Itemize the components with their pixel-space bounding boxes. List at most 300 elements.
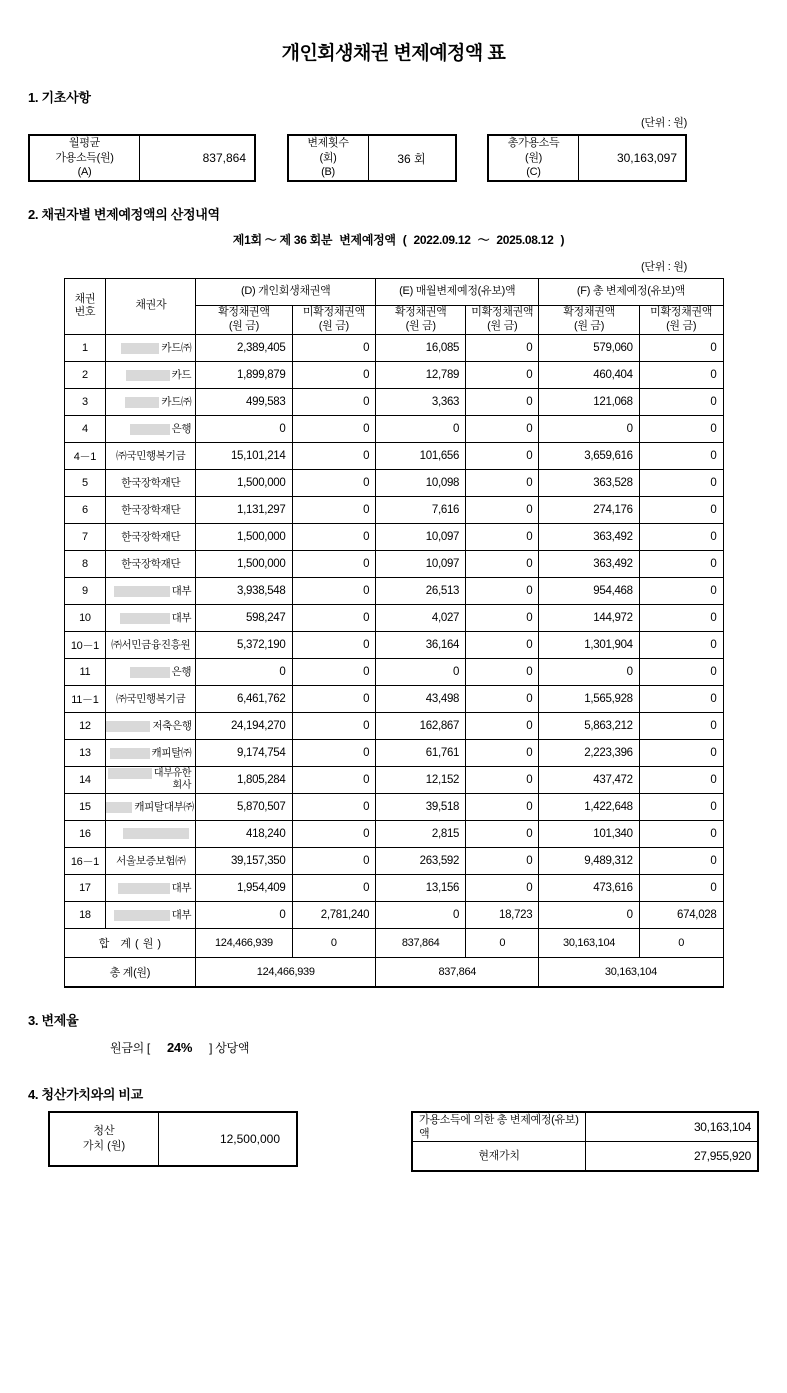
cell-e-unfixed: 0 [466, 496, 539, 523]
cell-e-fixed: 26,513 [376, 577, 466, 604]
redaction-bar [114, 586, 170, 597]
cell-creditor-no: 14 [64, 766, 106, 793]
subtotal-row [64, 928, 723, 957]
cell-f-unfixed: 0 [639, 388, 723, 415]
cell-f-unfixed: 0 [639, 334, 723, 361]
compare-row-value: 27,955,920 [586, 1142, 759, 1172]
cell-d-fixed: 418,240 [196, 820, 292, 847]
cell-e-fixed: 0 [376, 415, 466, 442]
document-page [0, 38, 787, 1393]
cell-d-unfixed: 0 [292, 820, 376, 847]
cell-creditor-name [106, 793, 196, 820]
cell-e-unfixed: 0 [466, 631, 539, 658]
creditor-name-text: 한국장학재단 [121, 477, 181, 489]
redaction-bar [125, 397, 159, 408]
cell-creditor-no: 11－1 [64, 685, 106, 712]
table-row [64, 442, 723, 469]
cell-e-fixed: 36,164 [376, 631, 466, 658]
basic-info-row [28, 134, 687, 182]
liquidation-compare-row [48, 1111, 759, 1173]
cell-d-unfixed: 2,781,240 [292, 901, 376, 928]
cell-d-fixed: 1,805,284 [196, 766, 292, 793]
cell-e-fixed: 10,097 [376, 523, 466, 550]
creditor-name-text: 대부 [171, 585, 192, 597]
cell-creditor-no: 8 [64, 550, 106, 577]
table-row [64, 496, 723, 523]
cell-f-unfixed: 0 [639, 577, 723, 604]
cell-d-fixed: 6,461,762 [196, 685, 292, 712]
cell-e-fixed: 162,867 [376, 712, 466, 739]
creditor-name-text: ㈜서민금융진흥원 [111, 639, 191, 651]
cell-e-fixed: 12,152 [376, 766, 466, 793]
cell-creditor-name [106, 631, 196, 658]
cell-f-fixed: 1,422,648 [539, 793, 639, 820]
label-line-1: 총가용소득 [507, 136, 560, 149]
page-title: 개인회생채권 변제예정액 표 [281, 43, 506, 64]
table-footer [64, 928, 723, 987]
col-header-d-fixed [196, 306, 292, 335]
monthly-average-income-box [28, 134, 256, 182]
cell-creditor-name [106, 415, 196, 442]
creditor-name-text: 캐피탈대부㈜ [134, 801, 194, 813]
cell-creditor-no: 4 [64, 415, 106, 442]
cell-d-fixed: 1,899,879 [196, 361, 292, 388]
creditor-name-text: 은행 [171, 423, 192, 435]
total-income-label [489, 136, 579, 180]
total-income-box [487, 134, 687, 182]
cell-d-unfixed: 0 [292, 712, 376, 739]
total-income-value: 30,163,097 [616, 151, 677, 165]
liq-label-line1: 청산 [93, 1124, 115, 1137]
col-header-group-e: (E) 매월변제예정(유보)액 [376, 279, 539, 306]
cell-d-unfixed: 0 [292, 523, 376, 550]
label-line-1: 월평균 [69, 136, 100, 149]
section-1-unit-note: (단위 : 원) [641, 117, 687, 129]
table-row [64, 388, 723, 415]
redaction-bar [123, 828, 189, 839]
cell-creditor-name [106, 820, 196, 847]
cell-creditor-no: 4－1 [64, 442, 106, 469]
cell-e-fixed: 10,097 [376, 550, 466, 577]
cell-e-fixed: 4,027 [376, 604, 466, 631]
cell-creditor-no: 3 [64, 388, 106, 415]
section-3-heading: 3. 변제율 [28, 1012, 79, 1028]
cell-creditor-name [106, 577, 196, 604]
table-row [64, 469, 723, 496]
subtotal-f-fixed: 30,163,104 [539, 928, 639, 957]
cell-f-fixed: 954,468 [539, 577, 639, 604]
sub-unfixed-line2: (원 금) [666, 319, 697, 332]
creditor-name-text: 한국장학재단 [121, 558, 181, 570]
cell-f-fixed: 1,565,928 [539, 685, 639, 712]
cell-d-unfixed: 0 [292, 496, 376, 523]
cell-d-unfixed: 0 [292, 334, 376, 361]
sub-fixed-line1: 확정채권액 [563, 306, 615, 318]
cell-e-unfixed: 0 [466, 415, 539, 442]
compare-row [412, 1142, 758, 1172]
compare-row [412, 1112, 758, 1142]
creditor-name-text: 대부 [171, 882, 192, 894]
col-header-e-unfixed [466, 306, 539, 335]
cell-f-fixed: 101,340 [539, 820, 639, 847]
cell-d-fixed: 1,500,000 [196, 469, 292, 496]
table-row [64, 604, 723, 631]
cell-f-unfixed: 0 [639, 793, 723, 820]
cell-e-fixed: 61,761 [376, 739, 466, 766]
cell-creditor-no: 1 [64, 334, 106, 361]
repayment-count-value: 36 회 [397, 151, 426, 166]
creditor-repayment-table [64, 278, 724, 988]
cell-creditor-no: 15 [64, 793, 106, 820]
table-row [64, 550, 723, 577]
cell-e-unfixed: 0 [466, 577, 539, 604]
table-row [64, 631, 723, 658]
repayment-rate-line [110, 1039, 787, 1056]
redaction-bar [106, 802, 132, 813]
cell-d-fixed: 0 [196, 658, 292, 685]
grandtotal-row [64, 957, 723, 987]
section-2-unit-note: (단위 : 원) [641, 261, 687, 273]
rate-suffix: ] 상당액 [209, 1040, 250, 1055]
label-line-2: (원) [524, 151, 543, 164]
subtotal-e-fixed: 837,864 [376, 928, 466, 957]
col-header-creditor-no [64, 279, 106, 335]
cell-creditor-name [106, 658, 196, 685]
table-row [64, 820, 723, 847]
cell-f-unfixed: 0 [639, 361, 723, 388]
table-row [64, 874, 723, 901]
period-open-paren: ( [402, 233, 407, 247]
cell-e-fixed: 39,518 [376, 793, 466, 820]
monthly-average-income-value: 837,864 [202, 151, 246, 165]
compare-row-label: 가용소득에 의한 총 변제예정(유보)액 [412, 1112, 586, 1142]
cell-e-unfixed: 0 [466, 766, 539, 793]
creditor-name-text: 대부유한회사 [153, 768, 192, 791]
repayment-count-box [287, 134, 457, 182]
cell-f-unfixed: 0 [639, 712, 723, 739]
cell-f-fixed: 460,404 [539, 361, 639, 388]
cell-creditor-name [106, 847, 196, 874]
cell-e-unfixed: 0 [466, 874, 539, 901]
cell-creditor-no: 18 [64, 901, 106, 928]
cell-e-fixed: 101,656 [376, 442, 466, 469]
cell-creditor-name [106, 523, 196, 550]
cell-f-fixed: 363,528 [539, 469, 639, 496]
cell-creditor-name [106, 685, 196, 712]
cell-d-fixed: 598,247 [196, 604, 292, 631]
liquidation-value-label [50, 1113, 159, 1165]
cell-e-unfixed: 0 [466, 847, 539, 874]
cell-e-unfixed: 0 [466, 793, 539, 820]
redaction-bar [118, 883, 170, 894]
cell-e-fixed: 12,789 [376, 361, 466, 388]
cell-creditor-name [106, 739, 196, 766]
cell-d-unfixed: 0 [292, 550, 376, 577]
cell-f-fixed: 363,492 [539, 550, 639, 577]
subtotal-d-unfixed: 0 [292, 928, 376, 957]
cell-f-unfixed: 0 [639, 469, 723, 496]
cell-f-unfixed: 0 [639, 658, 723, 685]
cell-f-unfixed: 0 [639, 550, 723, 577]
cell-creditor-name [106, 550, 196, 577]
cell-d-fixed: 5,372,190 [196, 631, 292, 658]
sub-unfixed-line1: 미확정채권액 [471, 306, 534, 318]
cell-d-fixed: 9,174,754 [196, 739, 292, 766]
col-header-creditor-no-line2: 번호 [74, 306, 96, 319]
cell-creditor-no: 17 [64, 874, 106, 901]
cell-f-unfixed: 0 [639, 523, 723, 550]
cell-d-fixed: 39,157,350 [196, 847, 292, 874]
cell-creditor-name [106, 361, 196, 388]
table-row [64, 766, 723, 793]
table-row [64, 847, 723, 874]
cell-creditor-no: 16－1 [64, 847, 106, 874]
creditor-name-text: 캐피탈㈜ [151, 747, 192, 759]
cell-e-unfixed: 0 [466, 388, 539, 415]
monthly-average-income-label [30, 136, 140, 180]
table-row [64, 712, 723, 739]
table-header-row-1 [64, 279, 723, 306]
table-row [64, 415, 723, 442]
cell-e-fixed: 0 [376, 658, 466, 685]
subtotal-label: 합 계(원) [64, 928, 196, 957]
cell-f-unfixed: 0 [639, 739, 723, 766]
creditor-name-text: 한국장학재단 [121, 531, 181, 543]
cell-creditor-name [106, 496, 196, 523]
rate-percent-value: 24% [167, 1039, 193, 1055]
grandtotal-f: 30,163,104 [539, 957, 723, 987]
redaction-bar [130, 424, 170, 435]
cell-e-unfixed: 0 [466, 712, 539, 739]
grandtotal-label: 총 계(원) [64, 957, 196, 987]
cell-f-fixed: 144,972 [539, 604, 639, 631]
sub-unfixed-line2: (원 금) [318, 319, 349, 332]
cell-d-unfixed: 0 [292, 361, 376, 388]
cell-d-fixed: 5,870,507 [196, 793, 292, 820]
sub-fixed-line2: (원 금) [573, 319, 605, 332]
cell-f-fixed: 3,659,616 [539, 442, 639, 469]
subtotal-d-fixed: 124,466,939 [196, 928, 292, 957]
cell-f-fixed: 579,060 [539, 334, 639, 361]
cell-creditor-name [106, 766, 196, 793]
label-line-3: (C) [526, 166, 541, 179]
cell-creditor-name [106, 712, 196, 739]
cell-creditor-no: 10 [64, 604, 106, 631]
cell-d-unfixed: 0 [292, 847, 376, 874]
cell-f-fixed: 2,223,396 [539, 739, 639, 766]
cell-d-fixed: 1,500,000 [196, 550, 292, 577]
cell-e-fixed: 263,592 [376, 847, 466, 874]
cell-f-unfixed: 0 [639, 685, 723, 712]
cell-d-fixed: 24,194,270 [196, 712, 292, 739]
cell-f-fixed: 0 [539, 658, 639, 685]
period-prefix: 제1회 ～ 제 36 회분 [232, 233, 333, 247]
cell-creditor-no: 16 [64, 820, 106, 847]
cell-e-unfixed: 0 [466, 523, 539, 550]
cell-f-unfixed: 0 [639, 820, 723, 847]
sub-unfixed-line2: (원 금) [487, 319, 518, 332]
cell-creditor-no: 9 [64, 577, 106, 604]
cell-e-unfixed: 0 [466, 334, 539, 361]
cell-f-unfixed: 0 [639, 766, 723, 793]
table-row [64, 523, 723, 550]
col-header-d-unfixed [292, 306, 376, 335]
col-header-group-d: (D) 개인회생채권액 [196, 279, 376, 306]
redaction-bar [110, 748, 150, 759]
creditor-name-text: 대부 [171, 909, 192, 921]
cell-creditor-no: 11 [64, 658, 106, 685]
cell-e-unfixed: 0 [466, 550, 539, 577]
cell-creditor-name [106, 442, 196, 469]
label-line-2: 가용소득(원) [55, 151, 114, 164]
cell-f-unfixed: 0 [639, 442, 723, 469]
cell-e-unfixed: 0 [466, 685, 539, 712]
cell-e-unfixed: 0 [466, 604, 539, 631]
creditor-name-text: 한국장학재단 [121, 504, 181, 516]
cell-e-fixed: 0 [376, 901, 466, 928]
cell-f-fixed: 0 [539, 415, 639, 442]
cell-d-unfixed: 0 [292, 415, 376, 442]
cell-f-fixed: 1,301,904 [539, 631, 639, 658]
cell-f-fixed: 473,616 [539, 874, 639, 901]
period-end-date: 2025.08.12 [496, 233, 554, 247]
table-body [64, 334, 723, 928]
rate-prefix: 원금의 [ [110, 1040, 150, 1055]
cell-e-fixed: 16,085 [376, 334, 466, 361]
redaction-bar [126, 370, 170, 381]
cell-e-unfixed: 0 [466, 739, 539, 766]
cell-d-unfixed: 0 [292, 739, 376, 766]
cell-creditor-name [106, 604, 196, 631]
cell-creditor-no: 5 [64, 469, 106, 496]
cell-d-fixed: 1,131,297 [196, 496, 292, 523]
redaction-bar [120, 613, 170, 624]
col-header-e-fixed [376, 306, 466, 335]
cell-f-fixed: 274,176 [539, 496, 639, 523]
col-header-creditor-no-line1: 채권 [74, 292, 96, 305]
cell-d-unfixed: 0 [292, 577, 376, 604]
cell-creditor-name [106, 874, 196, 901]
col-header-f-unfixed [639, 306, 723, 335]
col-header-group-f: (F) 총 변제예정(유보)액 [539, 279, 723, 306]
cell-f-unfixed: 0 [639, 847, 723, 874]
cell-d-fixed: 1,500,000 [196, 523, 292, 550]
liquidation-value-amount: 12,500,000 [219, 1131, 280, 1146]
cell-e-fixed: 13,156 [376, 874, 466, 901]
cell-e-fixed: 7,616 [376, 496, 466, 523]
cell-f-fixed: 437,472 [539, 766, 639, 793]
table-row [64, 658, 723, 685]
sub-fixed-line1: 확정채권액 [218, 306, 270, 318]
period-start-date: 2022.09.12 [413, 233, 471, 247]
cell-f-unfixed: 0 [639, 631, 723, 658]
table-row [64, 793, 723, 820]
table-header [64, 279, 723, 335]
cell-d-unfixed: 0 [292, 388, 376, 415]
cell-f-unfixed: 0 [639, 415, 723, 442]
subtotal-f-unfixed: 0 [639, 928, 723, 957]
table-row [64, 577, 723, 604]
creditor-name-text: 대부 [171, 612, 192, 624]
cell-e-unfixed: 0 [466, 658, 539, 685]
period-tilde: ～ [477, 233, 490, 247]
cell-e-fixed: 3,363 [376, 388, 466, 415]
creditor-name-text: 카드㈜ [161, 396, 192, 408]
liquidation-value-box [48, 1111, 298, 1167]
cell-creditor-no: 7 [64, 523, 106, 550]
cell-f-fixed: 363,492 [539, 523, 639, 550]
cell-creditor-no: 10－1 [64, 631, 106, 658]
cell-creditor-name [106, 334, 196, 361]
cell-d-unfixed: 0 [292, 469, 376, 496]
grandtotal-e: 837,864 [376, 957, 539, 987]
grandtotal-d: 124,466,939 [196, 957, 376, 987]
cell-d-unfixed: 0 [292, 631, 376, 658]
creditor-name-text: 은행 [171, 666, 192, 678]
cell-e-fixed: 2,815 [376, 820, 466, 847]
sub-unfixed-line1: 미확정채권액 [302, 306, 365, 318]
col-header-creditor: 채권자 [106, 279, 196, 335]
cell-d-unfixed: 0 [292, 658, 376, 685]
creditor-name-text: ㈜국민행복기금 [116, 450, 186, 462]
label-line-3: (B) [321, 166, 335, 179]
table-row [64, 685, 723, 712]
cell-d-unfixed: 0 [292, 604, 376, 631]
creditor-name-text: ㈜국민행복기금 [116, 693, 186, 705]
label-line-1: 변제횟수 [307, 136, 349, 149]
cell-d-fixed: 3,938,548 [196, 577, 292, 604]
sub-fixed-line1: 확정채권액 [394, 306, 447, 318]
cell-creditor-no: 2 [64, 361, 106, 388]
cell-d-unfixed: 0 [292, 766, 376, 793]
section-4-heading: 4. 청산가치와의 비교 [28, 1086, 143, 1102]
cell-f-fixed: 9,489,312 [539, 847, 639, 874]
cell-e-unfixed: 18,723 [466, 901, 539, 928]
cell-creditor-no: 12 [64, 712, 106, 739]
cell-creditor-name [106, 469, 196, 496]
cell-d-unfixed: 0 [292, 442, 376, 469]
period-close-paren: ) [560, 233, 565, 247]
cell-e-unfixed: 0 [466, 469, 539, 496]
cell-e-fixed: 43,498 [376, 685, 466, 712]
label-line-3: (A) [77, 166, 92, 179]
redaction-bar [106, 721, 150, 732]
compare-table [411, 1111, 759, 1173]
cell-d-unfixed: 0 [292, 874, 376, 901]
cell-d-fixed: 0 [196, 415, 292, 442]
cell-f-unfixed: 0 [639, 874, 723, 901]
cell-e-unfixed: 0 [466, 361, 539, 388]
table-row [64, 739, 723, 766]
sub-unfixed-line1: 미확정채권액 [650, 306, 713, 318]
cell-e-unfixed: 0 [466, 820, 539, 847]
cell-creditor-name [106, 901, 196, 928]
cell-d-fixed: 1,954,409 [196, 874, 292, 901]
cell-d-fixed: 499,583 [196, 388, 292, 415]
table-row [64, 901, 723, 928]
compare-table-body [412, 1112, 758, 1172]
label-line-2: (회) [319, 151, 337, 164]
cell-d-fixed: 15,101,214 [196, 442, 292, 469]
period-label: 변제예정액 [339, 233, 396, 247]
redaction-bar [121, 343, 159, 354]
cell-d-unfixed: 0 [292, 793, 376, 820]
cell-e-unfixed: 0 [466, 442, 539, 469]
cell-d-unfixed: 0 [292, 685, 376, 712]
sub-fixed-line2: (원 금) [228, 319, 259, 332]
cell-f-unfixed: 0 [639, 496, 723, 523]
sub-fixed-line2: (원 금) [405, 319, 436, 332]
